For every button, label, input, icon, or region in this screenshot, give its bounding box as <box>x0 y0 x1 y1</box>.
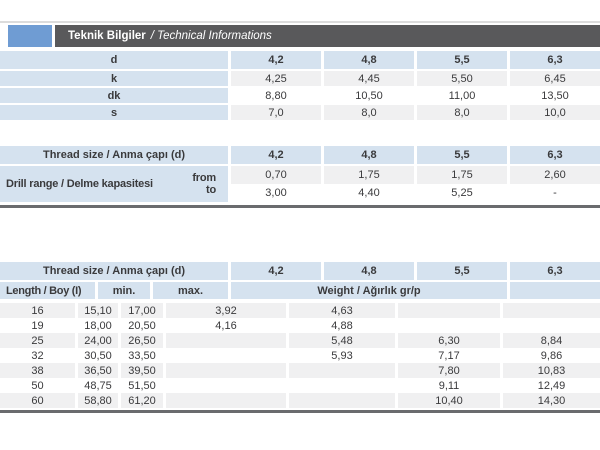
max-value: 20,50 <box>121 318 163 333</box>
dimension-values <box>228 88 600 103</box>
dimension-value: 8,80 <box>231 88 321 103</box>
min-value: 36,50 <box>78 363 118 378</box>
max-value: 61,20 <box>121 393 163 408</box>
weight-value: 5,93 <box>289 348 395 363</box>
weight-value: 7,17 <box>398 348 500 363</box>
size-column-header: 4,2 <box>231 146 321 164</box>
dimension-label: dk <box>0 88 228 103</box>
weight-column-header: Weight / Ağırlık gr/p <box>231 282 507 299</box>
dimensions-row <box>0 88 600 103</box>
weight-value <box>289 363 395 378</box>
length-value: 38 <box>0 363 75 378</box>
weight-value: 5,48 <box>289 333 395 348</box>
drill-range-label-cell <box>0 166 228 202</box>
length-weight-row <box>0 348 600 363</box>
table-bottom-rule <box>0 205 600 208</box>
length-value: 50 <box>0 378 75 393</box>
weight-value <box>166 378 286 393</box>
thread-size-header-row <box>0 146 600 164</box>
weight-value <box>398 318 500 333</box>
min-column-header: min. <box>98 282 150 299</box>
max-value: 17,00 <box>121 303 163 318</box>
dimension-value: 4,45 <box>324 71 414 86</box>
length-value: 25 <box>0 333 75 348</box>
dimensions-table <box>0 51 600 122</box>
size-column-header: 6,3 <box>510 262 600 280</box>
weight-value: 4,88 <box>289 318 395 333</box>
size-column-header: 4,2 <box>231 262 321 280</box>
drill-from-value: 1,75 <box>324 166 414 184</box>
length-value: 16 <box>0 303 75 318</box>
length-weight-row <box>0 303 600 318</box>
dimensions-rows <box>0 71 600 120</box>
drill-from-value: 2,60 <box>510 166 600 184</box>
weight-value: 9,11 <box>398 378 500 393</box>
from-label: from <box>192 172 216 184</box>
dimension-value: 7,0 <box>231 105 321 120</box>
dimension-value: 11,00 <box>417 88 507 103</box>
min-value: 18,00 <box>78 318 118 333</box>
drill-from-value: 1,75 <box>417 166 507 184</box>
length-value: 19 <box>0 318 75 333</box>
dimension-values <box>228 71 600 86</box>
weight-value: 14,30 <box>503 393 600 408</box>
max-value: 26,50 <box>121 333 163 348</box>
dimension-value: 5,50 <box>417 71 507 86</box>
weight-value <box>166 333 286 348</box>
dimensions-row <box>0 105 600 120</box>
weight-value: 10,40 <box>398 393 500 408</box>
page-title: Teknik Bilgiler <box>68 30 146 42</box>
size-column-header: 4,8 <box>324 146 414 164</box>
thread-size-header-label: Thread size / Anma çapı (d) <box>0 146 228 164</box>
drill-to-value: 3,00 <box>231 184 321 202</box>
drill-to-values <box>228 184 600 202</box>
drill-to-value: - <box>510 184 600 202</box>
length-weight-subheader <box>0 282 600 299</box>
size-column-header: 6,3 <box>510 51 600 69</box>
weight-value <box>166 393 286 408</box>
dimension-value: 8,0 <box>324 105 414 120</box>
dimensions-header-label: d <box>0 51 228 69</box>
drill-range-table <box>0 146 600 208</box>
max-column-header: max. <box>153 282 228 299</box>
drill-from-value: 0,70 <box>231 166 321 184</box>
max-value: 51,50 <box>121 378 163 393</box>
length-weight-row <box>0 318 600 333</box>
weight-value <box>503 318 600 333</box>
length-weight-row <box>0 393 600 408</box>
dimensions-header-row <box>0 51 600 69</box>
weight-value: 6,30 <box>398 333 500 348</box>
length-weight-rows <box>0 303 600 408</box>
weight-header-spacer <box>510 282 600 299</box>
dimensions-row <box>0 71 600 86</box>
weight-value <box>166 348 286 363</box>
size-column-header: 4,8 <box>324 262 414 280</box>
length-value: 32 <box>0 348 75 363</box>
weight-value: 8,84 <box>503 333 600 348</box>
weight-value: 12,49 <box>503 378 600 393</box>
dimension-value: 13,50 <box>510 88 600 103</box>
weight-value <box>398 303 500 318</box>
drill-range-label: Drill range / Delme kapasitesi <box>6 178 153 190</box>
max-value: 33,50 <box>121 348 163 363</box>
thread-size-header-cols <box>228 146 600 164</box>
drill-to-value: 5,25 <box>417 184 507 202</box>
drill-range-row <box>0 166 600 202</box>
weight-value: 10,83 <box>503 363 600 378</box>
max-value: 39,50 <box>121 363 163 378</box>
length-value: 60 <box>0 393 75 408</box>
dimension-value: 8,0 <box>417 105 507 120</box>
top-divider <box>0 21 600 23</box>
size-column-header: 6,3 <box>510 146 600 164</box>
dimension-value: 6,45 <box>510 71 600 86</box>
dimension-value: 4,25 <box>231 71 321 86</box>
accent-square <box>8 25 52 47</box>
drill-to-value: 4,40 <box>324 184 414 202</box>
dimension-values <box>228 105 600 120</box>
weight-value <box>289 378 395 393</box>
weight-value <box>289 393 395 408</box>
table-bottom-rule-2 <box>0 410 600 413</box>
weight-value: 4,16 <box>166 318 286 333</box>
from-to-labels <box>192 172 216 196</box>
length-column-header: Length / Boy (I) <box>0 282 95 299</box>
dimension-label: k <box>0 71 228 86</box>
weight-value <box>503 303 600 318</box>
dimension-label: s <box>0 105 228 120</box>
drill-from-values <box>228 166 600 184</box>
dimension-value: 10,0 <box>510 105 600 120</box>
min-value: 15,10 <box>78 303 118 318</box>
min-value: 24,00 <box>78 333 118 348</box>
size-column-header: 5,5 <box>417 51 507 69</box>
size-column-header: 5,5 <box>417 146 507 164</box>
length-weight-row <box>0 363 600 378</box>
to-label: to <box>206 184 216 196</box>
length-weight-row <box>0 378 600 393</box>
dimension-value: 10,50 <box>324 88 414 103</box>
min-value: 48,75 <box>78 378 118 393</box>
weight-value: 7,80 <box>398 363 500 378</box>
size-column-header: 4,8 <box>324 51 414 69</box>
title-bar-strip <box>55 25 600 47</box>
size-column-header: 5,5 <box>417 262 507 280</box>
min-value: 30,50 <box>78 348 118 363</box>
thread-size-header-row-2 <box>0 262 600 280</box>
drill-values <box>228 166 600 202</box>
weight-value: 9,86 <box>503 348 600 363</box>
page-title-secondary: / Technical Informations <box>150 30 272 42</box>
length-weight-table <box>0 262 600 413</box>
weight-value <box>166 363 286 378</box>
weight-value: 3,92 <box>166 303 286 318</box>
dimensions-header-cols <box>228 51 600 69</box>
title-bar <box>0 25 600 47</box>
thread-size-header-label-2: Thread size / Anma çapı (d) <box>0 262 228 280</box>
weight-value: 4,63 <box>289 303 395 318</box>
min-value: 58,80 <box>78 393 118 408</box>
length-weight-row <box>0 333 600 348</box>
thread-size-header-cols-2 <box>228 262 600 280</box>
size-column-header: 4,2 <box>231 51 321 69</box>
